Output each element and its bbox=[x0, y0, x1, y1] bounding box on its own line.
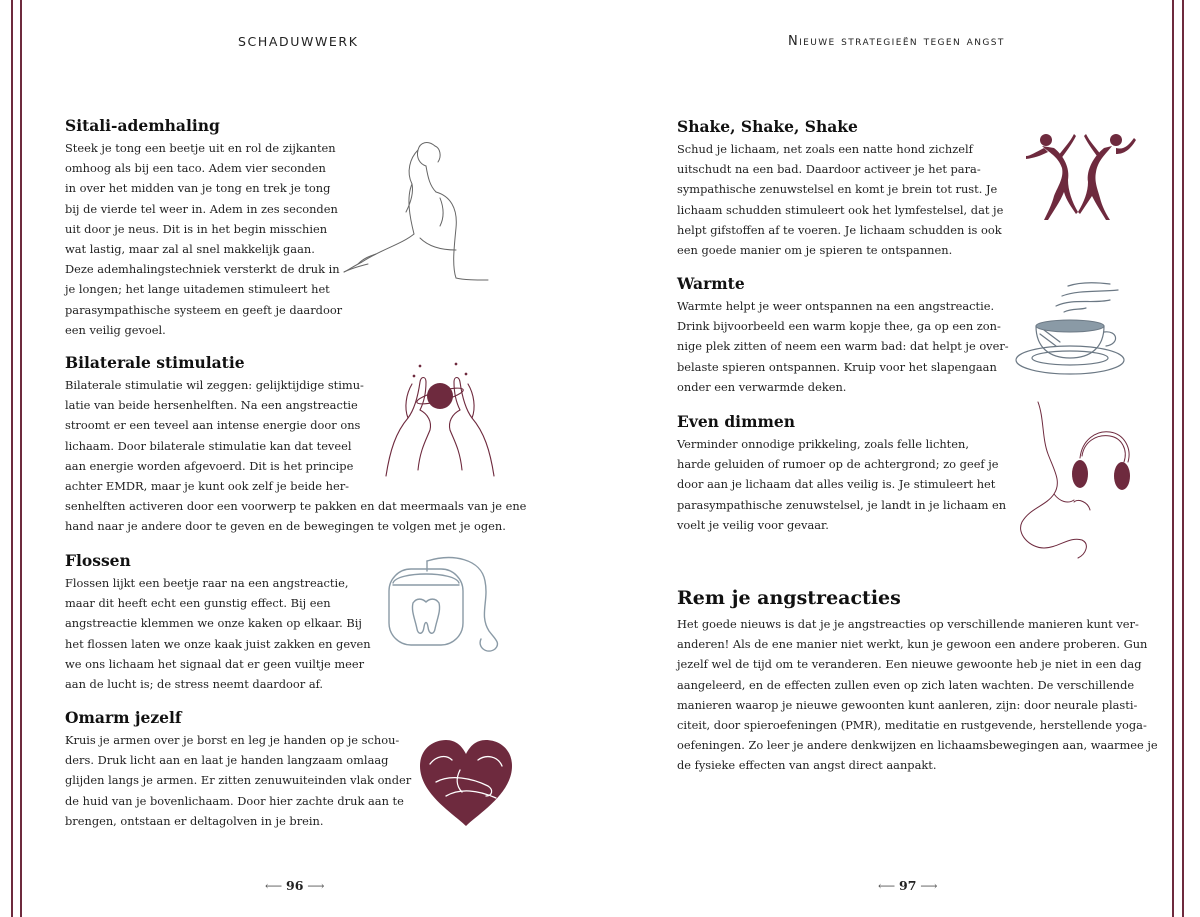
left-border-line-inner bbox=[20, 0, 22, 917]
page-number-right: ⟵ 97 ⟶ bbox=[878, 878, 938, 893]
section-title: Omarm jezelf bbox=[65, 708, 182, 727]
section-rem-je-angstreacties bbox=[677, 586, 1158, 776]
section-omarm bbox=[65, 708, 411, 831]
left-border-line bbox=[11, 0, 13, 917]
section-body: Steek je tong een beetje uit en rol de zijkanten omhoog als bij een taco. Adem vier seconden in over het midden van je tong en trek je tong bij de vierde tel weer in. Adem in zes seconden uit door je neus. Dit is in het begin misschien wat lastig, maar zal al snel makkelijk gaan. Deze ademhalingstechniek versterkt de druk in je longen; het lange uitademen stimuleert het parasympathische systeem en geeft je daardoor een veilig gevoel. bbox=[65, 141, 343, 337]
section-body: Bilaterale stimulatie wil zeggen: gelijktijdige stimu- latie van beide hersenhelften. Na een angstreactie stroomt er een teveel aan intense energie door ons lichaam. Door bilaterale stimulatie kan dat teveel aan energie worden afgevoerd. Dit is het principe achter EMDR, maar je kunt ook zelf je beide her- senhelften activeren door een voorwerp te pakken en dat meermaals van je ene hand naar je andere door te geven en de bewegingen te volgen met je ogen. bbox=[65, 378, 527, 534]
section-title: Bilaterale stimulatie bbox=[65, 353, 245, 372]
section-sitali bbox=[65, 116, 342, 340]
section-title: Sitali-ademhaling bbox=[65, 116, 220, 135]
section-shake bbox=[677, 117, 1003, 260]
running-header-right: Nieuwe strategieën tegen angst bbox=[788, 34, 1005, 49]
hands-holding-planet-icon bbox=[378, 360, 503, 480]
section-flossen bbox=[65, 551, 371, 694]
breathing-woman-icon bbox=[340, 138, 490, 298]
section-title: Even dimmen bbox=[677, 412, 796, 431]
page-number-left: ⟵ 96 ⟶ bbox=[265, 878, 325, 893]
ornament-icon: ⟵ bbox=[878, 879, 900, 893]
section-warmte bbox=[677, 274, 1009, 397]
heart-hug-icon bbox=[416, 738, 516, 830]
section-title: Warmte bbox=[677, 274, 745, 293]
dental-floss-icon bbox=[383, 555, 508, 655]
headphones-icon bbox=[1018, 398, 1134, 560]
section-body: Kruis je armen over je borst en leg je handen op je schou- ders. Druk licht aan en laat je handen langzaam omlaag glijden langs je armen. Er zitten zenuwuiteinden vlak onder de huid van je bovenlichaam. Door hier zachte druk aan te brengen, ontstaan er deltagolven in je brein. bbox=[65, 733, 412, 828]
ornament-icon: ⟶ bbox=[916, 879, 938, 893]
running-header-left: SCHADUWWERK bbox=[238, 34, 359, 49]
section-even-dimmen bbox=[677, 412, 1006, 535]
ornament-icon: ⟵ bbox=[265, 879, 287, 893]
section-title: Rem je angstreacties bbox=[677, 587, 901, 609]
section-title: Shake, Shake, Shake bbox=[677, 117, 858, 136]
right-border-line bbox=[1182, 0, 1184, 917]
section-body: Verminder onnodige prikkeling, zoals felle lichten, harde geluiden of rumoer op de achtergrond; zo geef je door aan je lichaam dat alles veilig is. Je stimuleert het parasympathische zenuwstelsel, je landt in je lichaam en voelt je veilig voor gevaar. bbox=[677, 437, 1007, 532]
section-body: Warmte helpt je weer ontspannen na een angstreactie. Drink bijvoorbeeld een warm kopje thee, ga op een zon- nige plek zitten of neem een warm bad: dat helpt je over- belaste spieren ontspannen. Kruip voor het slapengaan onder een verwarmde deken. bbox=[677, 299, 1009, 394]
ornament-icon: ⟶ bbox=[303, 879, 325, 893]
tea-cup-icon bbox=[1014, 282, 1130, 382]
section-body: Flossen lijkt een beetje raar na een angstreactie, maar dit heeft echt een gunstig effect. Bij een angstreactie klemmen we onze kaken op elkaar. Bij het flossen laten we onze kaak juist zakken en geven we ons lichaam het signaal dat er geen vuiltje meer aan de lucht is; de stress neemt daardoor af. bbox=[65, 576, 371, 692]
dancing-figures-icon bbox=[1024, 126, 1136, 222]
right-border-line-inner bbox=[1172, 0, 1174, 917]
section-body: Het goede nieuws is dat je je angstreacties op verschillende manieren kunt ver- anderen! Als de ene manier niet werkt, kun je gewoon een andere proberen. Gun jezelf wel de tijd om te veranderen. Een nieuwe gewoonte heb je niet in een dag aangeleerd, en de effecten zullen even op zich laten wachten. De verschillende manieren waarop je nieuwe gewoonten kunt aanleren, zijn: door neurale plasti- citeit, door spieroefeningen (PMR), meditatie en rustgevende, herstellende yoga- oefeningen. Zo leer je andere denkwijzen en lichaamsbewegingen aan, waarmee je de fysieke effecten van angst direct aanpakt. bbox=[677, 617, 1158, 773]
section-title: Flossen bbox=[65, 551, 131, 570]
section-body: Schud je lichaam, net zoals een natte hond zichzelf uitschudt na een bad. Daardoor activeer je het para- sympathische zenuwstelsel en komt je brein tot rust. Je lichaam schudden stimuleert ook het lymfestelsel, dat je helpt gifstoffen af te voeren. Je lichaam schudden is ook een goede manier om je spieren te ontspannen. bbox=[677, 142, 1004, 258]
